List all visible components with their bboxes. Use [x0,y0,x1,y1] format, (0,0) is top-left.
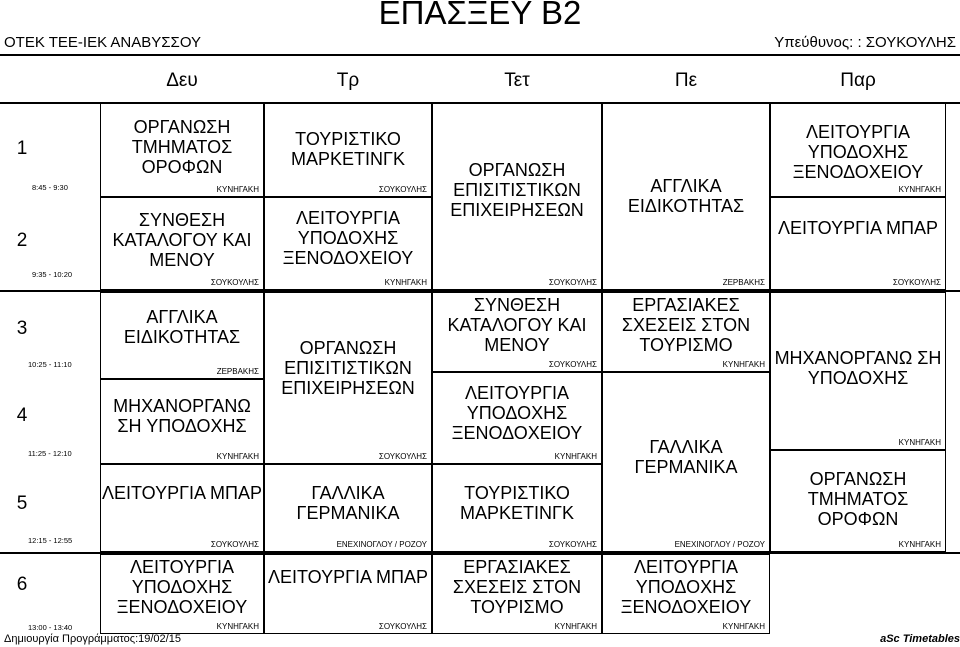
header-divider [0,54,960,56]
lesson-teacher: ΚΥΝΗΓΑΚΗ [384,278,427,287]
lesson-subject: ΛΕΙΤΟΥΡΓΙΑ ΜΠΑΡ [267,567,429,587]
lesson-wed-1-2[interactable] [432,103,602,290]
lesson-wed-3[interactable] [432,292,602,372]
lesson-subject: ΟΡΓΑΝΩΣΗ ΤΜΗΜΑΤΟΣ ΟΡΟΦΩΝ [807,469,909,529]
lesson-thu-1-2[interactable] [602,103,770,290]
lesson-subject: ΟΡΓΑΝΩΣΗ ΕΠΙΣΙΤΙΣΤΙΚΩΝ ΕΠΙΧΕΙΡΗΣΕΩΝ [281,338,415,398]
lesson-mon-6[interactable] [100,554,264,634]
period-time-5: 12:15 - 12:55 [28,536,73,545]
school-name: ΟΤΕΚ ΤΕΕ-ΙΕΚ ΑΝΑΒΥΣΣΟΥ [4,34,202,51]
lesson-subject: ΤΟΥΡΙΣΤΙΚΟ ΜΑΡΚΕΤΙΝΓΚ [460,483,574,523]
day-header-wed: Τετ [504,70,530,91]
lesson-tue-6[interactable] [264,554,432,634]
day-header-mon: Δευ [166,70,198,91]
period-number-3: 3 [16,318,28,339]
lesson-fri-1[interactable] [770,103,946,197]
period-time-6: 13:00 - 13:40 [28,623,73,632]
lesson-subject: ΑΓΓΛΙΚΑ ΕΙΔΙΚΟΤΗΤΑΣ [123,307,241,347]
lesson-teacher: ΣΟΥΚΟΥΛΗΣ [892,278,941,287]
lesson-tue-1[interactable] [264,103,432,197]
lesson-teacher: ΣΟΥΚΟΥΛΗΣ [378,622,427,631]
lesson-tue-5[interactable] [264,464,432,552]
lesson-mon-2[interactable] [100,197,264,290]
lesson-wed-5[interactable] [432,464,602,552]
lesson-teacher: ΖΕΡΒΑΚΗΣ [722,278,765,287]
lesson-subject: ΑΓΓΛΙΚΑ ΕΙΔΙΚΟΤΗΤΑΣ [627,176,745,216]
lesson-wed-6[interactable] [432,554,602,634]
lesson-teacher: ΣΟΥΚΟΥΛΗΣ [378,185,427,194]
lesson-mon-4[interactable] [100,379,264,464]
lesson-thu-6[interactable] [602,554,770,634]
lesson-subject: ΛΕΙΤΟΥΡΓΙΑ ΜΠΑΡ [101,483,263,503]
lesson-teacher: ΚΥΝΗΓΑΚΗ [722,360,765,369]
lesson-teacher: ΖΕΡΒΑΚΗΣ [216,367,259,376]
lesson-fri-3-4[interactable] [770,292,946,450]
period-time-4: 11:25 - 12:10 [28,449,72,458]
period-number-2: 2 [16,230,28,251]
lesson-teacher: ΣΟΥΚΟΥΛΗΣ [378,452,427,461]
lesson-subject: ΛΕΙΤΟΥΡΓΙΑ ΥΠΟΔΟΧΗΣ ΞΕΝΟΔΟΧΕΙΟΥ [282,208,414,268]
lesson-subject: ΛΕΙΤΟΥΡΓΙΑ ΥΠΟΔΟΧΗΣ ΞΕΝΟΔΟΧΕΙΟΥ [451,383,583,443]
period-number-5: 5 [16,493,28,514]
lesson-subject: ΣΥΝΘΕΣΗ ΚΑΤΑΛΟΓΟΥ ΚΑΙ ΜΕΝΟΥ [112,210,252,270]
lesson-subject: ΟΡΓΑΝΩΣΗ ΤΜΗΜΑΤΟΣ ΟΡΟΦΩΝ [131,117,233,177]
lesson-subject: ΣΥΝΘΕΣΗ ΚΑΤΑΛΟΓΟΥ ΚΑΙ ΜΕΝΟΥ [447,295,587,355]
lesson-teacher: ΣΟΥΚΟΥΛΗΣ [210,540,259,549]
lesson-teacher: ΕΝΕΧΙΝΟΓΛΟΥ / ΡΟΖΟΥ [674,540,765,549]
lesson-teacher: ΚΥΝΗΓΑΚΗ [216,622,259,631]
period-number-1: 1 [16,138,28,159]
lesson-subject: ΛΕΙΤΟΥΡΓΙΑ ΥΠΟΔΟΧΗΣ ΞΕΝΟΔΟΧΕΙΟΥ [620,557,752,617]
lesson-subject: ΕΡΓΑΣΙΑΚΕΣ ΣΧΕΣΕΙΣ ΣΤΟΝ ΤΟΥΡΙΣΜΟ [621,295,751,355]
lesson-subject: ΛΕΙΤΟΥΡΓΙΑ ΥΠΟΔΟΧΗΣ ΞΕΝΟΔΟΧΕΙΟΥ [116,557,248,617]
creation-date: Δημιουργία Προγράμματος:19/02/15 [4,633,181,645]
lesson-mon-3[interactable] [100,292,264,379]
lesson-subject: ΤΟΥΡΙΣΤΙΚΟ ΜΑΡΚΕΤΙΝΓΚ [291,129,405,169]
lesson-teacher: ΣΟΥΚΟΥΛΗΣ [210,278,259,287]
period-number-6: 6 [16,574,28,595]
lesson-tue-2[interactable] [264,197,432,290]
lesson-mon-5[interactable] [100,464,264,552]
lesson-teacher: ΚΥΝΗΓΑΚΗ [554,622,597,631]
lesson-teacher: ΚΥΝΗΓΑΚΗ [898,438,941,447]
lesson-teacher: ΣΟΥΚΟΥΛΗΣ [548,360,597,369]
lesson-subject: ΜΗΧΑΝΟΡΓΑΝΩ ΣΗ ΥΠΟΔΟΧΗΣ [774,348,942,388]
lesson-subject: ΛΕΙΤΟΥΡΓΙΑ ΜΠΑΡ [777,218,939,238]
lesson-subject: ΜΗΧΑΝΟΡΓΑΝΩ ΣΗ ΥΠΟΔΟΧΗΣ [113,396,251,436]
lesson-tue-3-4[interactable] [264,292,432,464]
software-brand: aSc Timetables [880,633,960,645]
lesson-subject: ΓΑΛΛΙΚΑ ΓΕΡΜΑΝΙΚΑ [296,483,400,523]
period-time-3: 10:25 - 11:10 [28,360,72,369]
lesson-teacher: ΚΥΝΗΓΑΚΗ [554,452,597,461]
lesson-teacher: ΚΥΝΗΓΑΚΗ [898,185,941,194]
lesson-teacher: ΕΝΕΧΙΝΟΓΛΟΥ / ΡΟΖΟΥ [336,540,427,549]
period-time-2: 9:35 - 10:20 [32,270,73,279]
day-header-tue: Τρ [336,70,360,91]
lesson-teacher: ΣΟΥΚΟΥΛΗΣ [548,278,597,287]
lesson-subject: ΟΡΓΑΝΩΣΗ ΕΠΙΣΙΤΙΣΤΙΚΩΝ ΕΠΙΧΕΙΡΗΣΕΩΝ [450,160,584,220]
responsible-teacher: Υπεύθυνος: : ΣΟΥΚΟΥΛΗΣ [774,34,956,51]
period-time-1: 8:45 - 9:30 [32,183,68,192]
page-title: ΕΠΑΣΞΕΥ Β2 [378,0,582,31]
lesson-teacher: ΣΟΥΚΟΥΛΗΣ [548,540,597,549]
lesson-fri-2[interactable] [770,197,946,290]
lesson-subject: ΕΡΓΑΣΙΑΚΕΣ ΣΧΕΣΕΙΣ ΣΤΟΝ ΤΟΥΡΙΣΜΟ [452,557,582,617]
lesson-teacher: ΚΥΝΗΓΑΚΗ [898,540,941,549]
day-header-thu: Πε [674,70,698,91]
lesson-mon-1[interactable] [100,103,264,197]
lesson-thu-3[interactable] [602,292,770,372]
lesson-wed-4[interactable] [432,372,602,464]
day-header-fri: Παρ [840,70,876,91]
lesson-teacher: ΚΥΝΗΓΑΚΗ [722,622,765,631]
lesson-thu-4-5[interactable] [602,372,770,552]
lesson-teacher: ΚΥΝΗΓΑΚΗ [216,185,259,194]
lesson-teacher: ΚΥΝΗΓΑΚΗ [216,452,259,461]
period-number-4: 4 [16,405,28,426]
lesson-subject: ΓΑΛΛΙΚΑ ΓΕΡΜΑΝΙΚΑ [634,437,738,477]
lesson-subject: ΛΕΙΤΟΥΡΓΙΑ ΥΠΟΔΟΧΗΣ ΞΕΝΟΔΟΧΕΙΟΥ [792,122,924,182]
lesson-fri-5[interactable] [770,450,946,552]
